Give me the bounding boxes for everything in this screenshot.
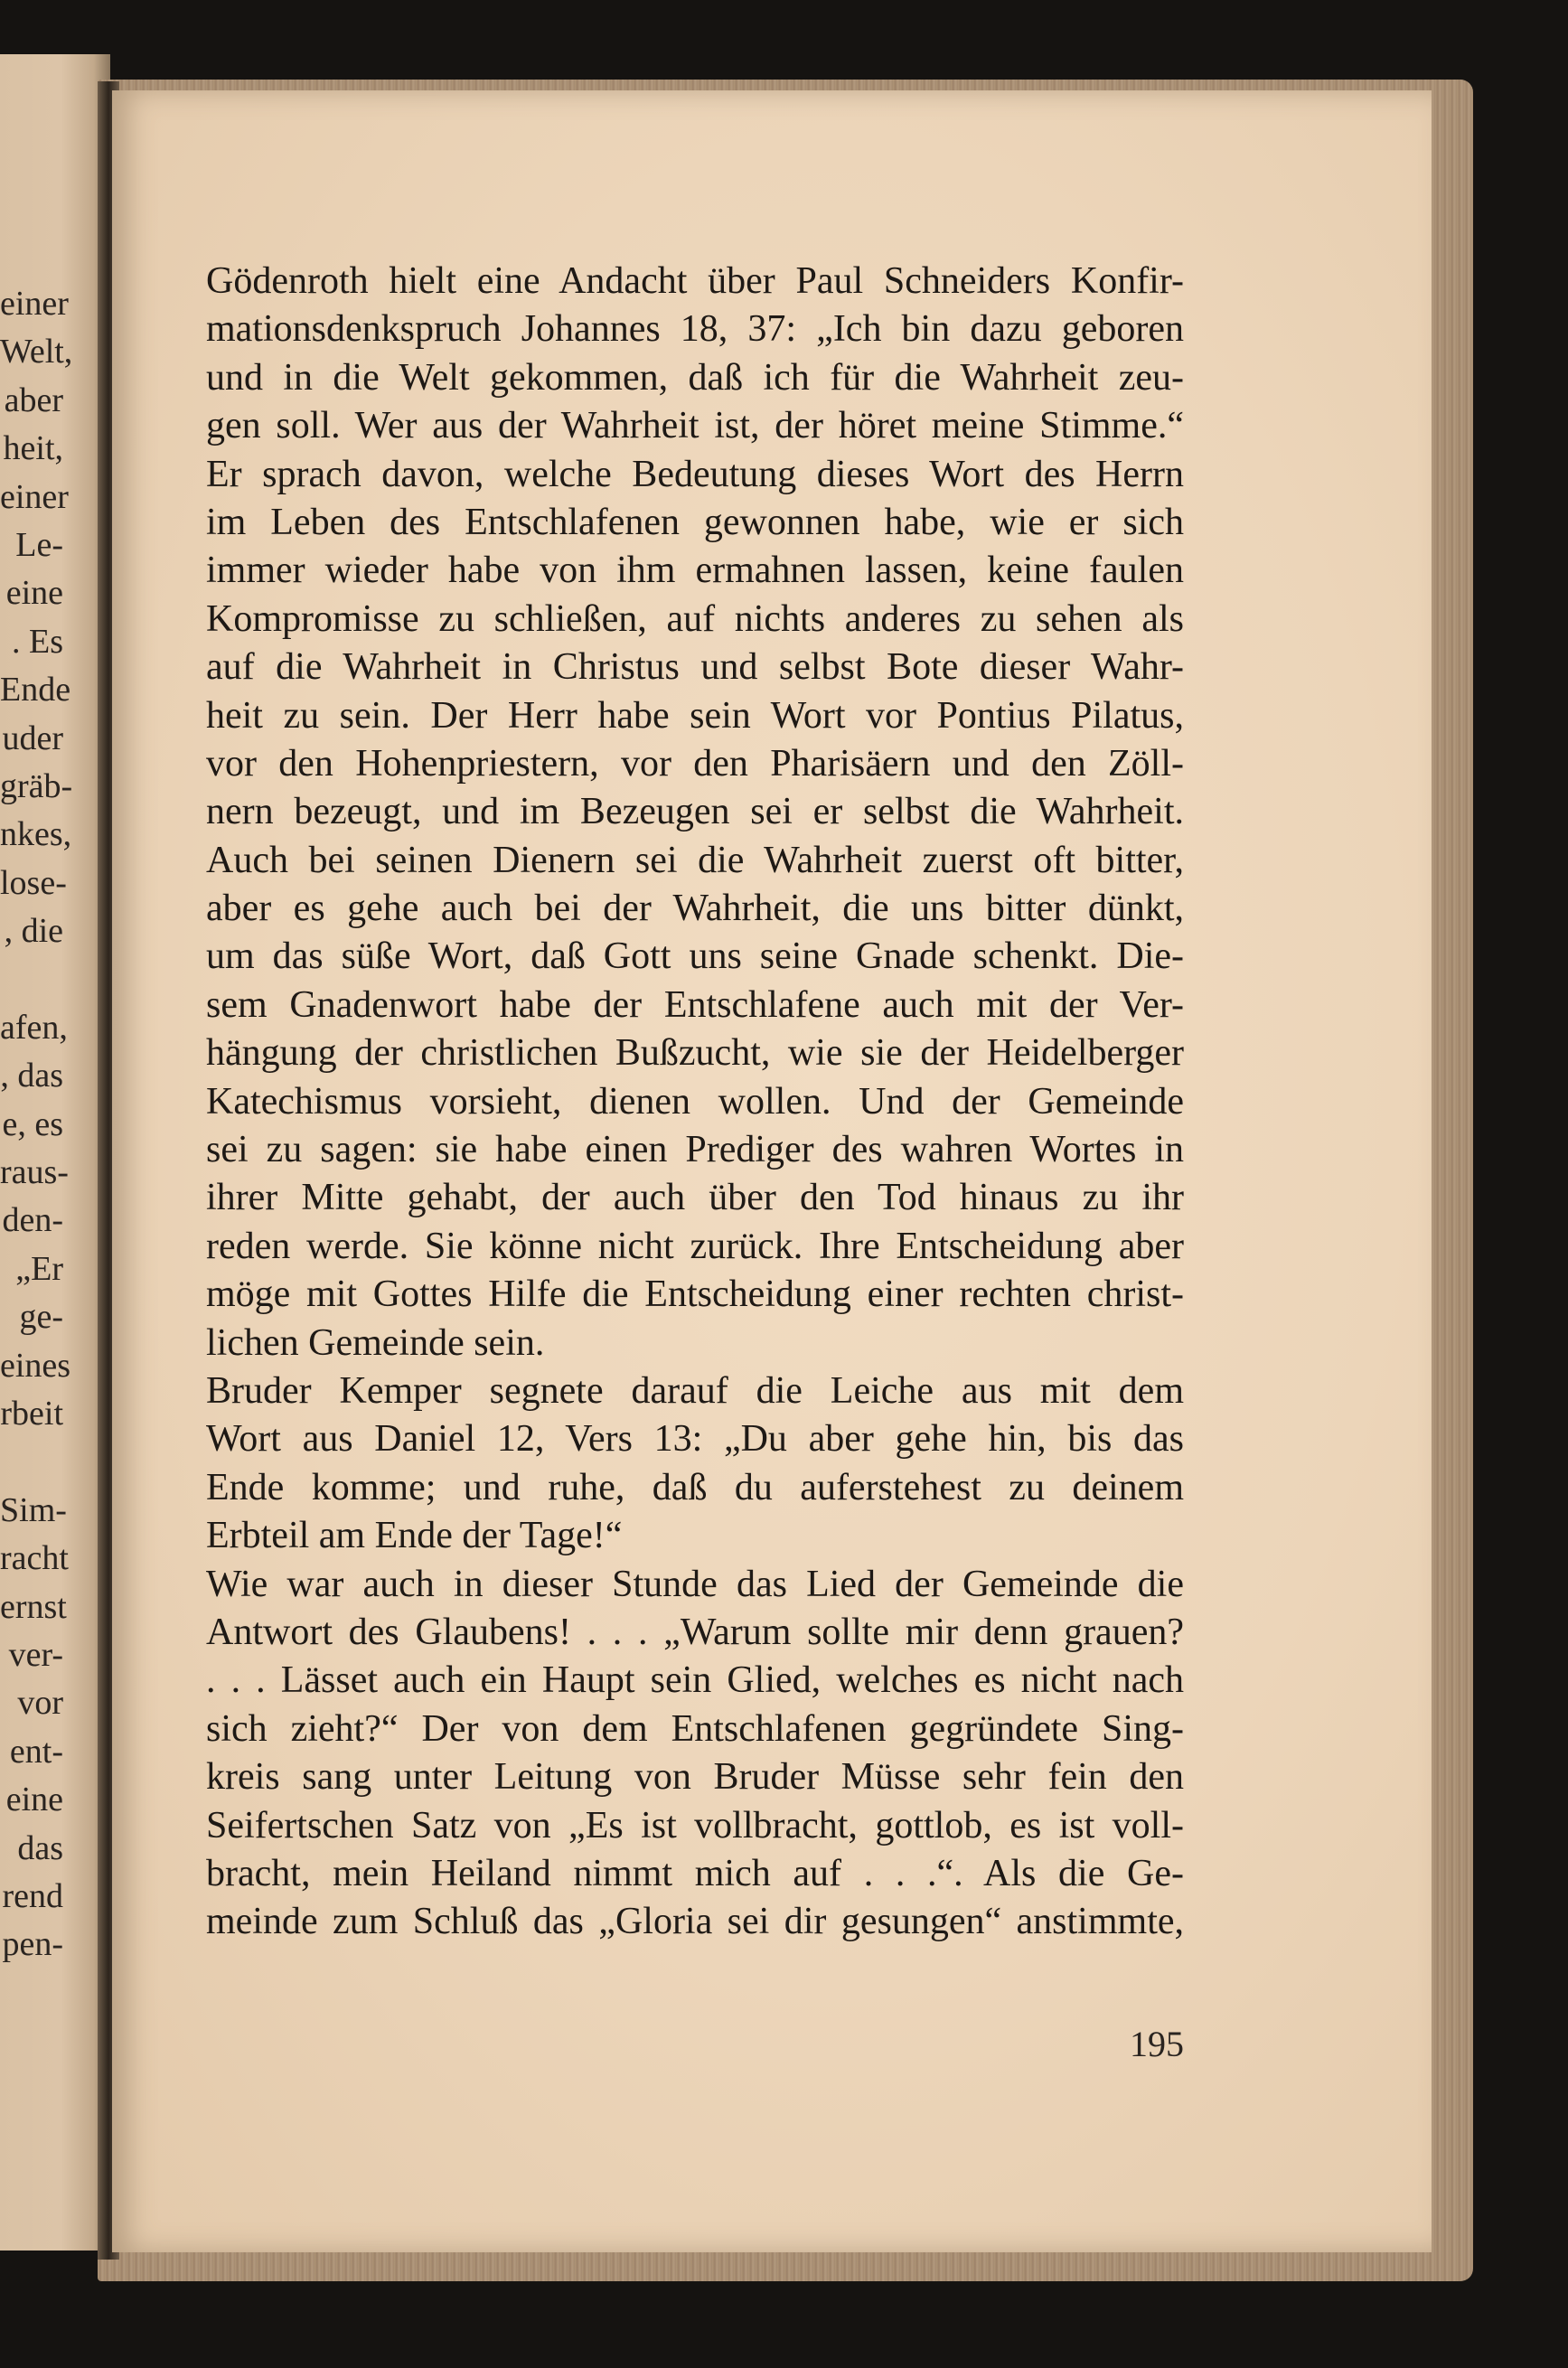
left-page-line-fragment: Ende bbox=[0, 671, 71, 709]
text-line: heit zu sein. Der Herr habe sein Wort vor Pontius Pilatus, bbox=[206, 694, 1184, 737]
left-page-line-fragment: „Er bbox=[15, 1249, 63, 1288]
left-page-line-fragment: Welt, bbox=[0, 333, 73, 371]
left-page-line-fragment: racht bbox=[0, 1539, 69, 1578]
page-number: 195 bbox=[1130, 2024, 1184, 2064]
text-line: sich zieht?“ Der von dem Entschlafenen gegründete Sing- bbox=[206, 1707, 1184, 1750]
left-page-line-fragment: raus- bbox=[0, 1153, 69, 1192]
text-line: Bruder Kemper segnete darauf die Leiche aus mit dem bbox=[206, 1369, 1184, 1412]
text-line: um das süße Wort, daß Gott uns seine Gnade schenkt. Die- bbox=[206, 935, 1184, 978]
left-page-line-fragment: rbeit bbox=[0, 1394, 63, 1433]
text-line: möge mit Gottes Hilfe die Entscheidung einer rechten christ- bbox=[206, 1273, 1184, 1316]
text-line: Ende komme; und ruhe, daß du auferstehest zu deinem bbox=[206, 1466, 1184, 1508]
text-line: Seifertschen Satz von „Es ist vollbracht, gottlob, es ist voll- bbox=[206, 1804, 1184, 1846]
left-page-line-fragment: ent- bbox=[9, 1732, 63, 1771]
left-page-line-fragment: vor bbox=[17, 1684, 63, 1723]
left-page-line-fragment: afen, bbox=[0, 1008, 68, 1047]
left-page-line-fragment: uder bbox=[2, 719, 63, 757]
left-page-line-fragment: eine bbox=[5, 574, 63, 613]
left-page-line-fragment: heit, bbox=[3, 429, 63, 468]
left-page-line-fragment bbox=[0, 1438, 63, 1486]
text-line: gen soll. Wer aus der Wahrheit ist, der höret meine Stimme.“ bbox=[206, 405, 1184, 447]
left-page-line-fragment: lose- bbox=[0, 863, 67, 902]
left-page-line-fragment: , das bbox=[0, 1057, 63, 1095]
left-page-line-fragment: Le- bbox=[15, 525, 63, 564]
text-line: vor den Hohenpriestern, vor den Pharisäern und den Zöll- bbox=[206, 742, 1184, 785]
left-page-line-fragment: ernst bbox=[0, 1587, 67, 1626]
text-line: Er sprach davon, welche Bedeutung dieses Wort des Herrn bbox=[206, 453, 1184, 495]
left-page bbox=[0, 54, 110, 2251]
left-page-line-fragment: . Es bbox=[12, 622, 63, 661]
text-line: kreis sang unter Leitung von Bruder Müsse sehr fein den bbox=[206, 1756, 1184, 1799]
text-line: Wort aus Daniel 12, Vers 13: „Du aber gehe hin, bis das bbox=[206, 1418, 1184, 1461]
left-page-line-fragment: , die bbox=[4, 912, 63, 951]
left-page-line-fragment: e, es bbox=[2, 1104, 63, 1143]
text-line: immer wieder habe von ihm ermahnen lassen, keine faulen bbox=[206, 550, 1184, 592]
left-page-line-fragment: das bbox=[17, 1828, 63, 1867]
left-page-line-fragment: rend bbox=[2, 1876, 63, 1915]
text-line: Kompromisse zu schließen, auf nichts anderes zu sehen als bbox=[206, 597, 1184, 640]
left-page-text-fragments bbox=[0, 280, 73, 1969]
left-page-line-fragment: eines bbox=[0, 1346, 71, 1385]
left-page-line-fragment: pen- bbox=[2, 1925, 63, 1964]
text-line: sei zu sagen: sie habe einen Prediger des wahren Wortes in bbox=[206, 1129, 1184, 1171]
left-page-line-fragment: einer bbox=[0, 477, 69, 516]
text-line: Antwort des Glaubens! . . . „Warum sollte mir denn grauen? bbox=[206, 1611, 1184, 1653]
left-page-line-fragment: den- bbox=[2, 1201, 63, 1240]
text-line: mationsdenkspruch Johannes 18, 37: „Ich bin dazu geboren bbox=[206, 308, 1184, 351]
text-line: . . . Lässet auch ein Haupt sein Glied, welches es nicht nach bbox=[206, 1659, 1184, 1702]
text-line: Auch bei seinen Dienern sei die Wahrheit zuerst oft bitter, bbox=[206, 839, 1184, 881]
page-body-text bbox=[206, 258, 1184, 1947]
text-line: hängung der christlichen Bußzucht, wie sie der Heidelberger bbox=[206, 1032, 1184, 1075]
left-page-line-fragment bbox=[0, 955, 63, 1003]
text-line: sem Gnadenwort habe der Entschlafene auch mit der Ver- bbox=[206, 983, 1184, 1026]
text-line: lichen Gemeinde sein. bbox=[206, 1321, 545, 1364]
left-page-line-fragment: eine bbox=[5, 1781, 63, 1819]
text-line: Erbteil am Ende der Tage!“ bbox=[206, 1515, 623, 1557]
text-line: Wie war auch in dieser Stunde das Lied der Gemeinde die bbox=[206, 1563, 1184, 1605]
text-line: auf die Wahrheit in Christus und selbst Bote dieser Wahr- bbox=[206, 646, 1184, 689]
text-line: bracht, mein Heiland nimmt mich auf . . .“. Als die Ge- bbox=[206, 1852, 1184, 1894]
left-page-line-fragment: ge- bbox=[19, 1298, 63, 1337]
left-page-line-fragment: nkes, bbox=[0, 815, 72, 854]
left-page-line-fragment: aber bbox=[4, 381, 63, 419]
text-line: Gödenroth hielt eine Andacht über Paul Schneiders Konfir- bbox=[206, 260, 1184, 302]
text-line: meinde zum Schluß das „Gloria sei dir gesungen“ anstimmte, bbox=[206, 1901, 1184, 1943]
left-page-line-fragment: ver- bbox=[8, 1635, 63, 1674]
text-line: im Leben des Entschlafenen gewonnen habe, wie er sich bbox=[206, 501, 1184, 543]
text-line: Katechismus vorsieht, dienen wollen. Und der Gemeinde bbox=[206, 1080, 1184, 1123]
left-page-line-fragment: einer bbox=[0, 285, 69, 323]
text-line: nern bezeugt, und im Bezeugen sei er selbst die Wahrheit. bbox=[206, 791, 1184, 833]
text-line: ihrer Mitte gehabt, der auch über den Tod hinaus zu ihr bbox=[206, 1177, 1184, 1219]
text-line: aber es gehe auch bei der Wahrheit, die uns bitter dünkt, bbox=[206, 888, 1184, 930]
left-page-line-fragment: Sim- bbox=[0, 1490, 67, 1529]
left-page-line-fragment: gräb- bbox=[0, 766, 73, 805]
text-line: und in die Welt gekommen, daß ich für die Wahrheit zeu- bbox=[206, 356, 1184, 399]
text-line: reden werde. Sie könne nicht zurück. Ihre Entscheidung aber bbox=[206, 1225, 1184, 1267]
